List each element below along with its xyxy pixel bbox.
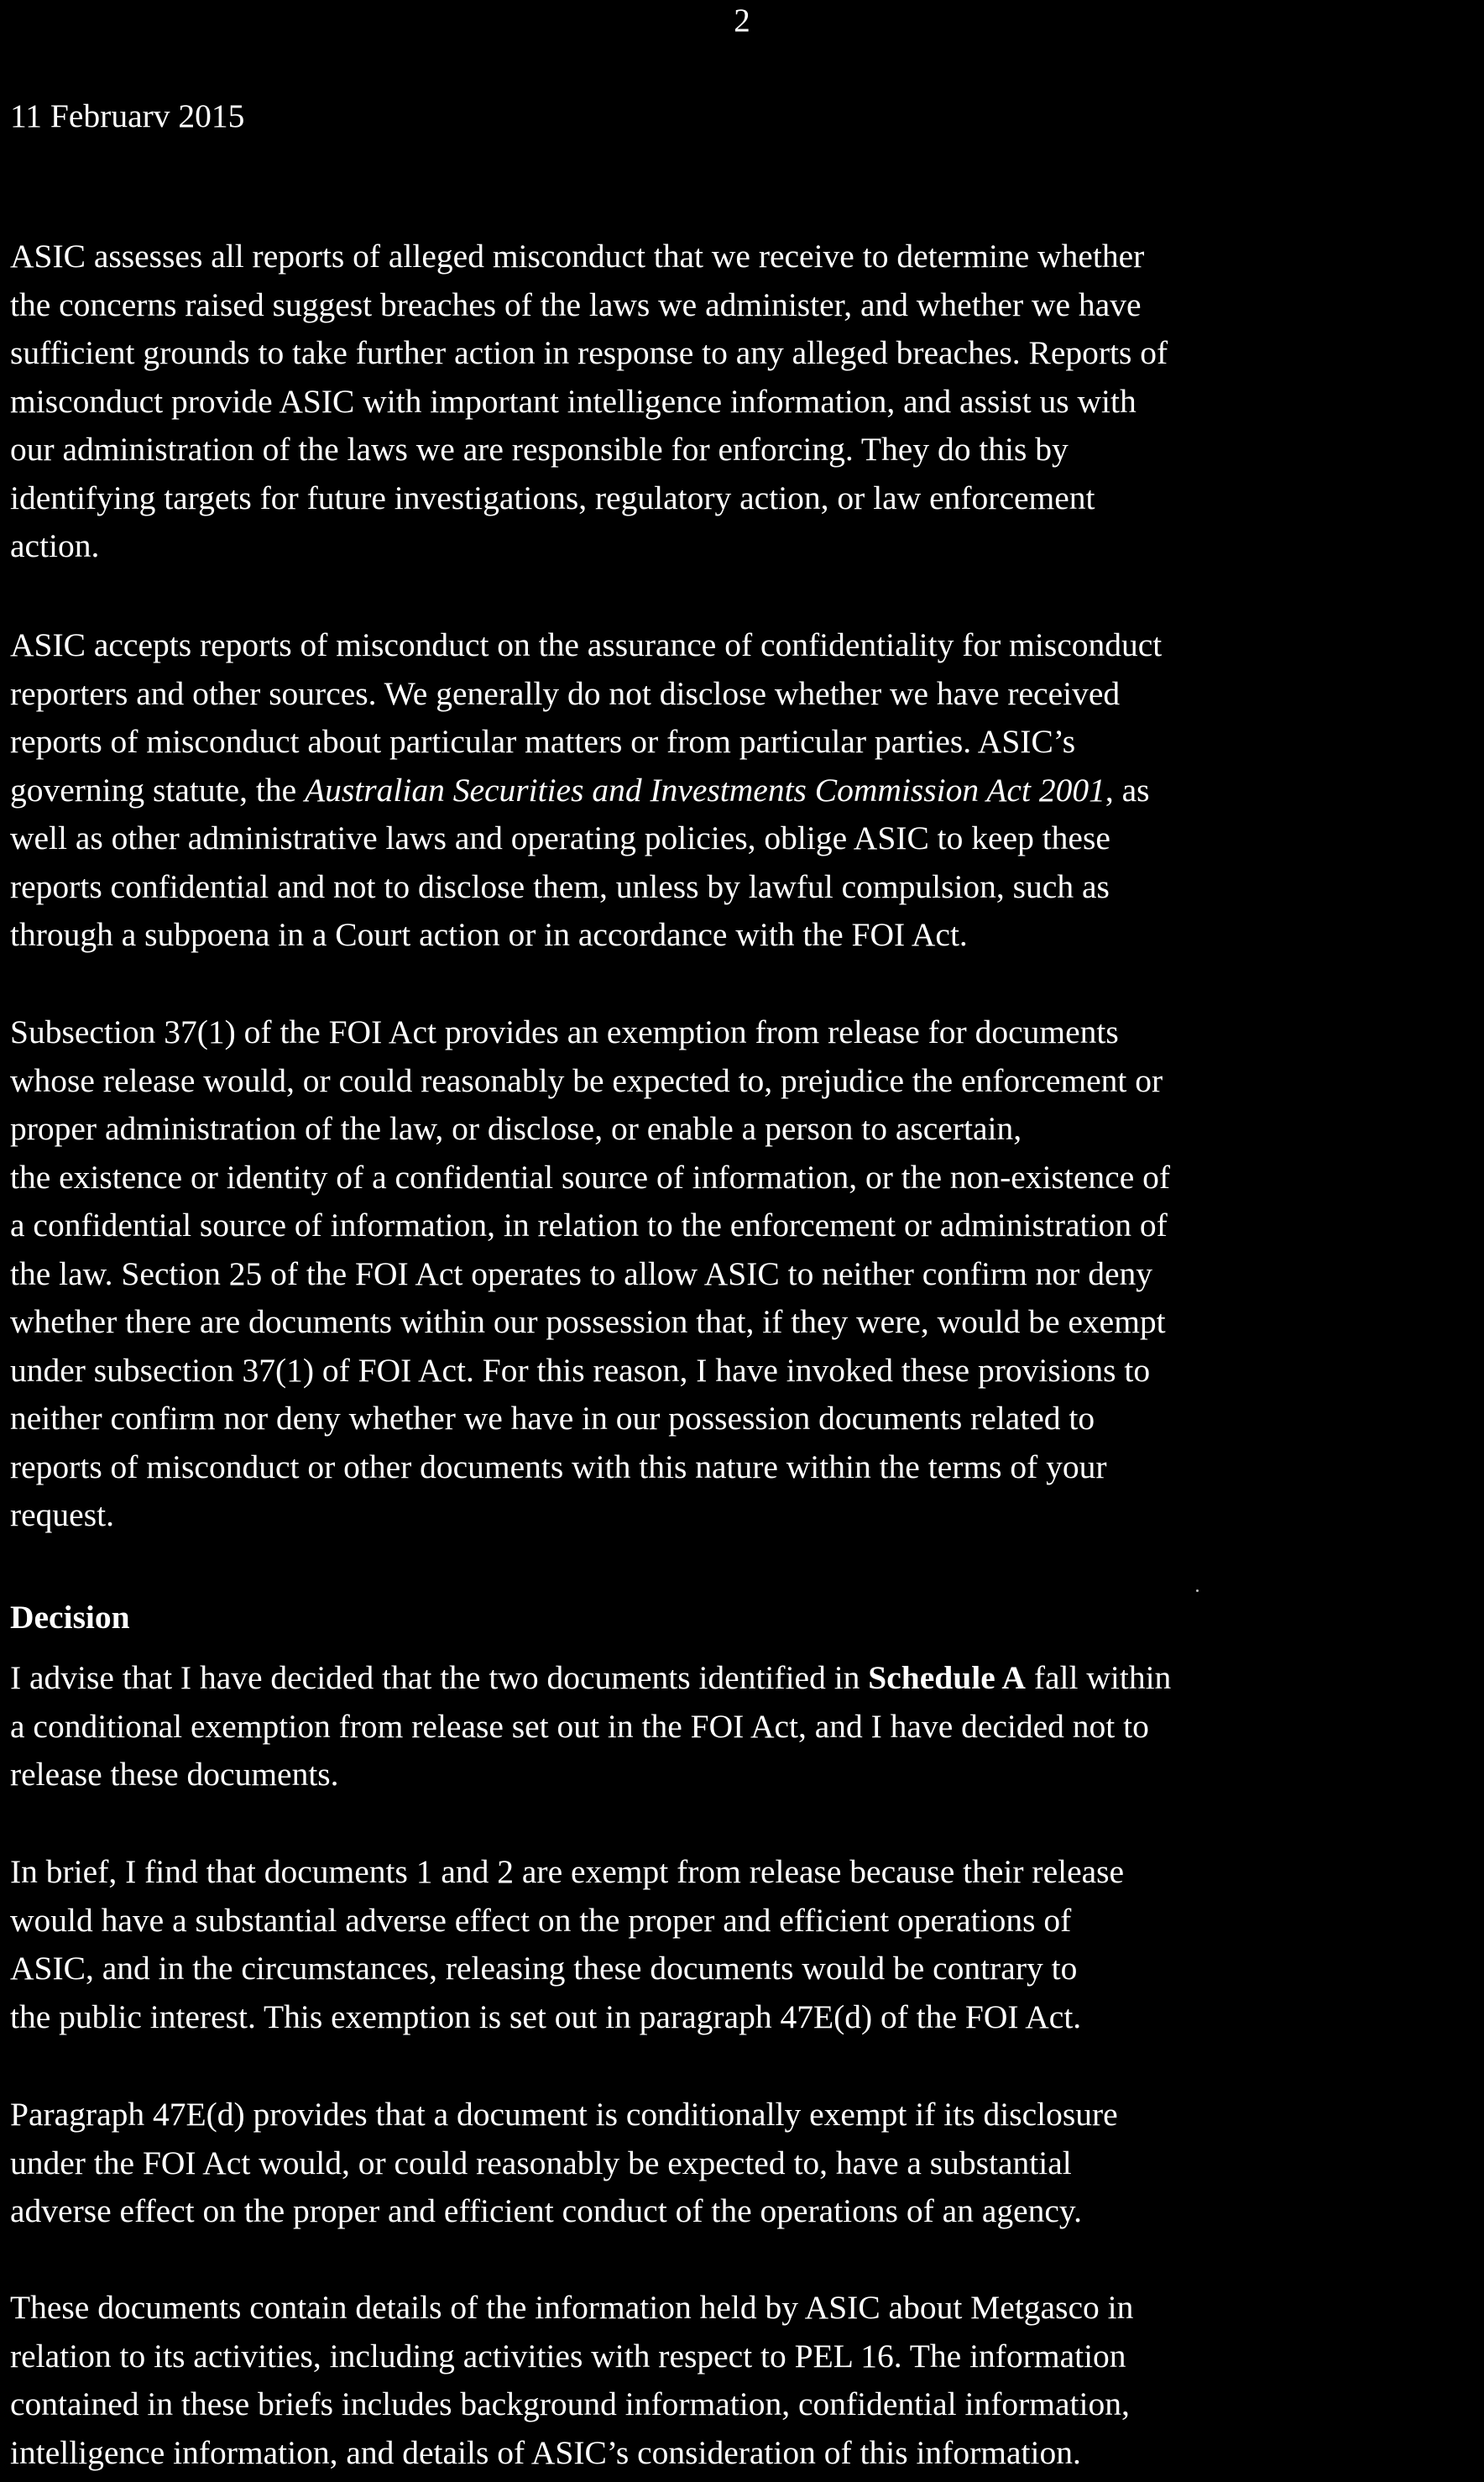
paragraph-decision: [10, 1654, 1484, 1799]
heading-text: Decision: [10, 1599, 130, 1636]
section-heading-decision: [10, 1594, 1484, 1642]
paragraph-text: Paragraph 47E(d) provides that a document is conditionally exempt if its disclosure under the FOI Act would, or could reasonably be expected to, have a substantial adverse effect on the proper and efficient conduct of the operations of an agency.: [10, 2096, 1118, 2229]
scan-speck: [1196, 1589, 1199, 1592]
paragraph-misconduct-assessment: [10, 233, 1484, 571]
paragraph-metgasco: [10, 2284, 1484, 2482]
paragraph-text: ASIC accepts reports of misconduct on the assurance of confidentiality for misconduct reporters and other sources. We generally do not disclose whether we have received reports of misconduct about particular matters or from particular parties. ASIC’s governing statute, the: [10, 626, 1163, 809]
paragraph-subsection-37: [10, 1008, 1484, 1540]
paragraph-text: In brief, I find that documents 1 and 2 are exempt from release because their release would have a substantial adverse effect on the proper and efficient operations of ASIC, and in the circumstances, releasing these documents would be contrary to the public interest. This exemption is set out in paragraph 47E(d) of the FOI Act.: [10, 1853, 1125, 2035]
paragraph-text: ASIC assesses all reports of alleged misconduct that we receive to determine whether the concerns raised suggest breaches of the laws we administer, and whether we have sufficient grounds to take further action in response to any alleged breaches. Reports of misconduct provide ASIC with important intelligence information, and assist us with our administration of the laws we are responsible for enforcing. They do this by identifying targets for future investigations, regulatory action, or law enforcement action.: [10, 238, 1168, 564]
statute-title: Australian Securities and Investments Commission Act 2001: [305, 771, 1105, 809]
paragraph-text-cont: , as well as other administrative laws and operating policies, oblige ASIC to keep these reports confidential and not to disclose them, unless by lawful compulsion, such as through a subpoena in a Court action or in accordance with the FOI Act.: [10, 771, 1150, 953]
page-number: 2: [734, 3, 750, 39]
paragraph-text: I advise that I have decided that the two documents identified in: [10, 1659, 869, 1696]
letter-date: 11 Februarv 2015: [10, 97, 245, 134]
paragraph-confidentiality: [10, 621, 1484, 960]
paragraph-in-brief: [10, 1848, 1484, 2041]
schedule-reference: Schedule A: [868, 1659, 1026, 1696]
paragraph-text-cont: fall within a conditional exemption from release set out in the FOI Act, and I have decided not to release these documents.: [10, 1659, 1172, 1793]
paragraph-text: Subsection 37(1) of the FOI Act provides an exemption from release for documents whose release would, or could reasonably be expected to, prejudice the enforcement or proper administration of the law, or disclose, or enable a person to ascertain, the existence or identity of a confidential source of information, or the non-existence of a confidential source of information, in relation to the enforcement or administration of the law. Section 25 of the FOI Act operates to allow ASIC to neither confirm nor deny whether there are documents within our possession that, if they were, would be exempt under subsection 37(1) of FOI Act. For this reason, I have invoked these provisions to neither confirm nor deny whether we have in our possession documents related to reports of misconduct or other documents with this nature within the terms of your request.: [10, 1013, 1171, 1533]
paragraph-47e: [10, 2091, 1484, 2236]
paragraph-text: These documents contain details of the information held by ASIC about Metgasco in relation to its activities, including activities with respect to PEL 16. The information contained in these briefs includes background information, confidential information, intelligence information, and details of ASIC’s consideration of this information.: [10, 2289, 1134, 2471]
